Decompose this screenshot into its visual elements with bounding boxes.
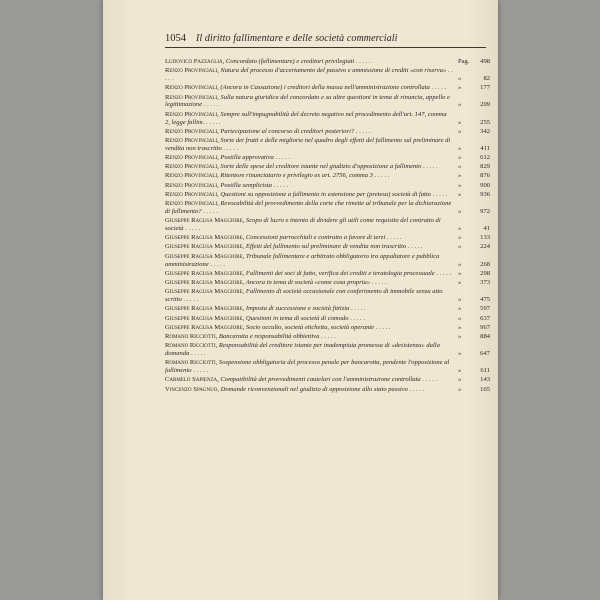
ditto-mark: »	[458, 234, 462, 242]
dot-leaders: . . . . .	[372, 172, 390, 180]
page-reference	[456, 154, 490, 162]
page-reference	[456, 350, 490, 358]
index-entry	[165, 342, 490, 358]
index-entry	[165, 386, 490, 394]
page-reference	[456, 145, 490, 153]
entry-text	[165, 182, 456, 190]
entry-author: Ludovico Pazzaglia	[165, 58, 223, 65]
entry-author: Giuseppe Ragusa Maggiore	[165, 305, 243, 313]
entry-page-number: 900	[480, 181, 490, 189]
index-entry	[165, 94, 490, 110]
page-reference	[456, 182, 490, 190]
ditto-mark: »	[458, 190, 462, 198]
entry-title: , Postilla semplicista	[217, 181, 272, 189]
index-entry	[165, 270, 490, 278]
dot-leaders: . . . . .	[407, 385, 425, 393]
entry-author: Renzo Provinciali	[165, 172, 218, 180]
index-entry	[165, 234, 490, 242]
entry-title: , Sulla natura giuridica del concordato e su altre questioni in tema di rinuncia, appello e legittimazione	[165, 93, 450, 109]
entry-title: , Fallimenti dei soci di fatto, verifica dei crediti e teratologia processuale	[242, 269, 435, 277]
entry-text	[165, 243, 456, 251]
page-reference	[456, 386, 490, 394]
entry-page-number: 342	[480, 127, 490, 135]
entry-text	[165, 376, 456, 384]
index-entry	[165, 243, 490, 251]
entry-title: , Tribunale fallimentare e arbitrato obbligatorio tra appaltatore e pubblica amministrazione	[165, 252, 440, 268]
entry-title: , Revocabilità del provvedimento della corte che rimette al tribunale per la dichiarazione di fallimento?	[165, 200, 452, 215]
page-reference	[456, 163, 490, 171]
index-entry	[165, 200, 490, 216]
entry-author: Carmelo Sapienza	[165, 376, 218, 384]
index-entry	[165, 182, 490, 190]
index-entry	[165, 67, 490, 83]
entry-text	[165, 217, 456, 233]
author-index	[165, 58, 490, 393]
index-entry	[165, 111, 490, 127]
entry-page-number: 612	[480, 154, 490, 162]
page-reference	[456, 367, 490, 375]
entry-title: , Scopo di lucro e intento di dividere gli utili come requisito del contratto di società	[165, 217, 441, 233]
entry-text	[165, 58, 456, 66]
entry-author: Renzo Provinciali	[165, 200, 218, 208]
page-reference	[456, 296, 490, 304]
index-entry	[165, 279, 490, 287]
ditto-mark: »	[458, 385, 462, 393]
ditto-mark: »	[458, 127, 462, 135]
dot-leaders: . . . . .	[189, 350, 206, 358]
entry-author: Renzo Provinciali	[165, 84, 218, 92]
index-entry	[165, 84, 490, 92]
page-reference	[456, 376, 490, 384]
dot-leaders: . . . . .	[181, 296, 199, 304]
index-entry	[165, 324, 490, 332]
dot-leaders: . . . . .	[421, 163, 438, 171]
entry-author: Giuseppe Ragusa Maggiore	[165, 243, 243, 251]
entry-page-number: 637	[480, 314, 490, 322]
page-reference	[456, 84, 490, 92]
entry-author: Giuseppe Ragusa Maggiore	[165, 234, 243, 242]
entry-page-number: 41	[483, 225, 490, 233]
entry-page-number: 224	[480, 243, 490, 251]
dot-leaders: . . . . .	[370, 279, 387, 286]
page-reference	[456, 324, 490, 332]
dot-leaders: . . . . .	[191, 367, 208, 375]
entry-title: , Questioni su opposizione a fallimento in estensione per (pretesa) società di fatto	[217, 190, 431, 198]
ditto-mark: »	[458, 144, 462, 152]
running-title: Il diritto fallimentare e delle società commerciali	[196, 33, 398, 44]
page-reference	[456, 128, 490, 136]
entry-author: Renzo Provinciali	[165, 110, 218, 118]
entry-page-number: 967	[480, 323, 490, 331]
ditto-mark: »	[458, 154, 462, 162]
index-entry	[165, 58, 490, 66]
entry-text	[165, 137, 456, 153]
entry-title: , Partecipazione al concorso di creditori posteriori?	[217, 127, 355, 135]
ditto-mark: »	[458, 84, 462, 92]
entry-author: Renzo Provinciali	[165, 67, 218, 75]
entry-title: , Compatibilità dei provvedimenti cautelari con l'amministrazione controllata	[217, 376, 421, 384]
entry-page-number: 475	[480, 296, 490, 304]
dot-leaders: . . . . .	[204, 118, 221, 126]
dot-leaders: . . . . .	[348, 314, 365, 322]
entry-text	[165, 359, 456, 375]
entry-page-number: 597	[480, 305, 490, 313]
entry-author: Giuseppe Ragusa Maggiore	[165, 314, 243, 322]
dot-leaders: . . . . .	[354, 58, 371, 65]
ditto-mark: »	[458, 296, 462, 304]
page-reference	[456, 172, 490, 180]
dot-leaders: . . . . .	[165, 67, 453, 83]
dot-leaders: . . . . .	[420, 376, 438, 384]
ditto-mark: »	[458, 260, 462, 268]
entry-text	[165, 305, 456, 313]
ditto-mark: »	[458, 207, 462, 215]
ditto-mark: »	[458, 163, 462, 171]
ditto-mark: »	[458, 376, 462, 384]
page-reference	[456, 279, 490, 287]
dot-leaders: . . . . .	[201, 207, 218, 215]
page-reference	[456, 119, 490, 127]
index-entry	[165, 128, 490, 136]
dot-leaders: . . . . .	[208, 260, 226, 268]
ditto-mark: »	[458, 75, 462, 83]
page-header	[165, 33, 486, 48]
entry-title: , Concessioni parrocchiali e contratto a favore di terzi	[242, 234, 386, 242]
page-reference	[456, 305, 490, 313]
entry-page-number: 373	[480, 279, 490, 286]
entry-title: , Ancora in tema di società «come cosa propria»	[242, 279, 371, 286]
entry-page-number: 209	[480, 101, 490, 109]
index-entry	[165, 288, 490, 304]
dot-leaders: . . . . .	[430, 190, 448, 198]
entry-page-number: 298	[480, 269, 490, 277]
entry-text	[165, 111, 456, 127]
page-number: 1054	[165, 33, 186, 44]
dot-leaders: . . . . .	[273, 154, 291, 162]
entry-page-number: 829	[480, 163, 490, 171]
ditto-mark: »	[458, 225, 462, 233]
entry-author: Giuseppe Ragusa Maggiore	[165, 252, 243, 260]
entry-page-number: 143	[480, 376, 490, 384]
entry-page-number: 255	[480, 118, 490, 126]
entry-text	[165, 234, 456, 242]
entry-author: Giuseppe Ragusa Maggiore	[165, 288, 243, 296]
ditto-mark: »	[458, 305, 462, 313]
dot-leaders: . . . . .	[221, 144, 239, 152]
dot-leaders: . . . . .	[202, 101, 219, 109]
entry-title: , Natura del processo d'accertamento del passivo e ammissione di crediti «con riserva»	[217, 67, 447, 75]
entry-author: Romano Ricciotti	[165, 332, 216, 340]
ditto-mark: Pag.	[458, 58, 470, 65]
index-entry	[165, 376, 490, 384]
ditto-mark: »	[458, 101, 462, 109]
entry-text	[165, 94, 456, 110]
entry-page-number: 82	[483, 75, 490, 83]
entry-title: , Domande riconvenzionali nel giudizio di opposizione allo stato passivo	[217, 385, 408, 393]
index-entry	[165, 315, 490, 323]
dot-leaders: . . . . .	[271, 181, 289, 189]
dot-leaders: . . . . .	[183, 225, 200, 233]
entry-author: Giuseppe Ragusa Maggiore	[165, 217, 243, 225]
entry-title: , Fallimento di società occasionale con conferimento di immobile senza atto scritto	[165, 288, 443, 304]
entry-title: , Concordato (fallimentare) e creditori privilegiati	[222, 58, 355, 65]
entry-title: , Bancarotta e responsabilità obbiettiva	[215, 332, 320, 340]
entry-title: , Imposta di successione e società fittizia	[242, 305, 350, 313]
entry-author: Renzo Provinciali	[165, 127, 218, 135]
entry-author: Giuseppe Ragusa Maggiore	[165, 323, 243, 331]
entry-page-number: 876	[480, 172, 490, 180]
entry-page-number: 884	[480, 332, 490, 340]
entry-text	[165, 270, 456, 278]
page-reference	[456, 101, 490, 109]
index-entry	[165, 305, 490, 313]
entry-page-number: 498	[480, 58, 490, 65]
entry-title: , Sorte dei frutti e delle migliorie nel quadro degli effetti del fallimento sul preliminare di vendita non trascritto	[165, 136, 451, 152]
ditto-mark: »	[458, 323, 462, 331]
entry-text	[165, 324, 456, 332]
entry-title: , Effetti del fallimento sul preliminare di vendita non trascritto	[242, 243, 407, 251]
page-reference	[456, 58, 490, 66]
page-reference	[456, 261, 490, 269]
entry-author: Romano Ricciotti	[165, 359, 216, 367]
dot-leaders: . . . . .	[319, 332, 336, 340]
ditto-mark: »	[458, 243, 462, 251]
ditto-mark: »	[458, 367, 462, 375]
page-reference	[456, 270, 490, 278]
entry-author: Renzo Provinciali	[165, 136, 218, 144]
entry-page-number: 268	[480, 260, 490, 268]
ditto-mark: »	[458, 118, 462, 126]
index-entry	[165, 172, 490, 180]
page-reference	[456, 191, 490, 199]
entry-author: Renzo Provinciali	[165, 163, 218, 171]
page-reference	[456, 234, 490, 242]
page-reference	[456, 243, 490, 251]
entry-author: Giuseppe Ragusa Maggiore	[165, 279, 243, 286]
entry-author: Romano Ricciotti	[165, 342, 216, 350]
dot-leaders: . . . . .	[354, 127, 371, 135]
entry-author: Vincenzo Spagnuo	[165, 385, 218, 393]
ditto-mark: »	[458, 350, 462, 358]
entry-title: , Sempre sull'impugnabilità del decreto negativo nel procedimento dell'art. 147, comma 2, legge fallim.	[165, 110, 447, 126]
entry-text	[165, 288, 456, 304]
entry-text	[165, 191, 456, 199]
dot-leaders: . . . . .	[374, 323, 391, 331]
ditto-mark: »	[458, 314, 462, 322]
page-reference	[456, 225, 490, 233]
page-reference	[456, 333, 490, 341]
entry-title: , (Ancora in Cassazione) i creditori della massa nell'amministrazione controllata	[217, 84, 430, 92]
ditto-mark: »	[458, 332, 462, 340]
index-entry	[165, 333, 490, 341]
dot-leaders: . . . . .	[385, 234, 402, 242]
ditto-mark: »	[458, 172, 462, 180]
entry-author: Renzo Provinciali	[165, 190, 218, 198]
entry-page-number: 411	[480, 144, 490, 152]
entry-text	[165, 128, 456, 136]
ditto-mark: »	[458, 269, 462, 277]
dot-leaders: . . . . .	[434, 269, 452, 277]
entry-text	[165, 386, 456, 394]
entry-page-number: 936	[480, 190, 490, 198]
page-reference	[456, 75, 490, 83]
entry-page-number: 972	[480, 207, 490, 215]
ditto-mark: »	[458, 279, 462, 286]
entry-title: , Responsabilità del creditore istante per inadempiuta promessa di «desistenza» dalla domanda	[165, 342, 440, 358]
page-reference	[456, 315, 490, 323]
entry-author: Renzo Provinciali	[165, 154, 218, 162]
dot-leaders: . . . . .	[349, 305, 366, 313]
dot-leaders: . . . . .	[406, 243, 423, 251]
entry-text	[165, 172, 456, 180]
entry-text	[165, 279, 456, 287]
index-entry	[165, 253, 490, 269]
entry-page-number: 177	[480, 84, 490, 92]
entry-title: , Questioni in tema di società di comodo	[242, 314, 349, 322]
entry-title: , Ritentore rinunciatario e privilegio ex art. 2756, comma 3	[217, 172, 373, 180]
entry-text	[165, 315, 456, 323]
entry-text	[165, 333, 456, 341]
entry-text	[165, 163, 456, 171]
entry-page-number: 647	[480, 350, 490, 358]
entry-page-number: 133	[480, 234, 490, 242]
entry-page-number: 165	[480, 385, 490, 393]
index-entry	[165, 359, 490, 375]
page-reference	[456, 208, 490, 216]
entry-text	[165, 253, 456, 269]
entry-title: , Sospensione obbligatoria del processo penale per bancarotta, pendente l'opposizione al fallimento	[165, 359, 450, 375]
entry-author: Renzo Provinciali	[165, 181, 218, 189]
index-entry	[165, 163, 490, 171]
index-entry	[165, 217, 490, 233]
entry-title: , Sorte delle spese del creditore istante nel giudizio d'opposizione a fallimento	[217, 163, 422, 171]
book-page	[103, 0, 498, 600]
entry-text	[165, 84, 456, 92]
index-entry	[165, 154, 490, 162]
entry-text	[165, 342, 456, 358]
entry-page-number: 611	[480, 367, 490, 375]
entry-text	[165, 200, 456, 216]
entry-author: Renzo Provinciali	[165, 93, 218, 101]
entry-text	[165, 154, 456, 162]
entry-title: , Socio occulto, società etichetta, società operante	[242, 323, 375, 331]
dot-leaders: . . . . .	[429, 84, 447, 92]
index-entry	[165, 191, 490, 199]
ditto-mark: »	[458, 181, 462, 189]
index-entry	[165, 137, 490, 153]
entry-title: , Postilla approvativa	[217, 154, 274, 162]
entry-author: Giuseppe Ragusa Maggiore	[165, 269, 243, 277]
entry-text	[165, 67, 456, 83]
